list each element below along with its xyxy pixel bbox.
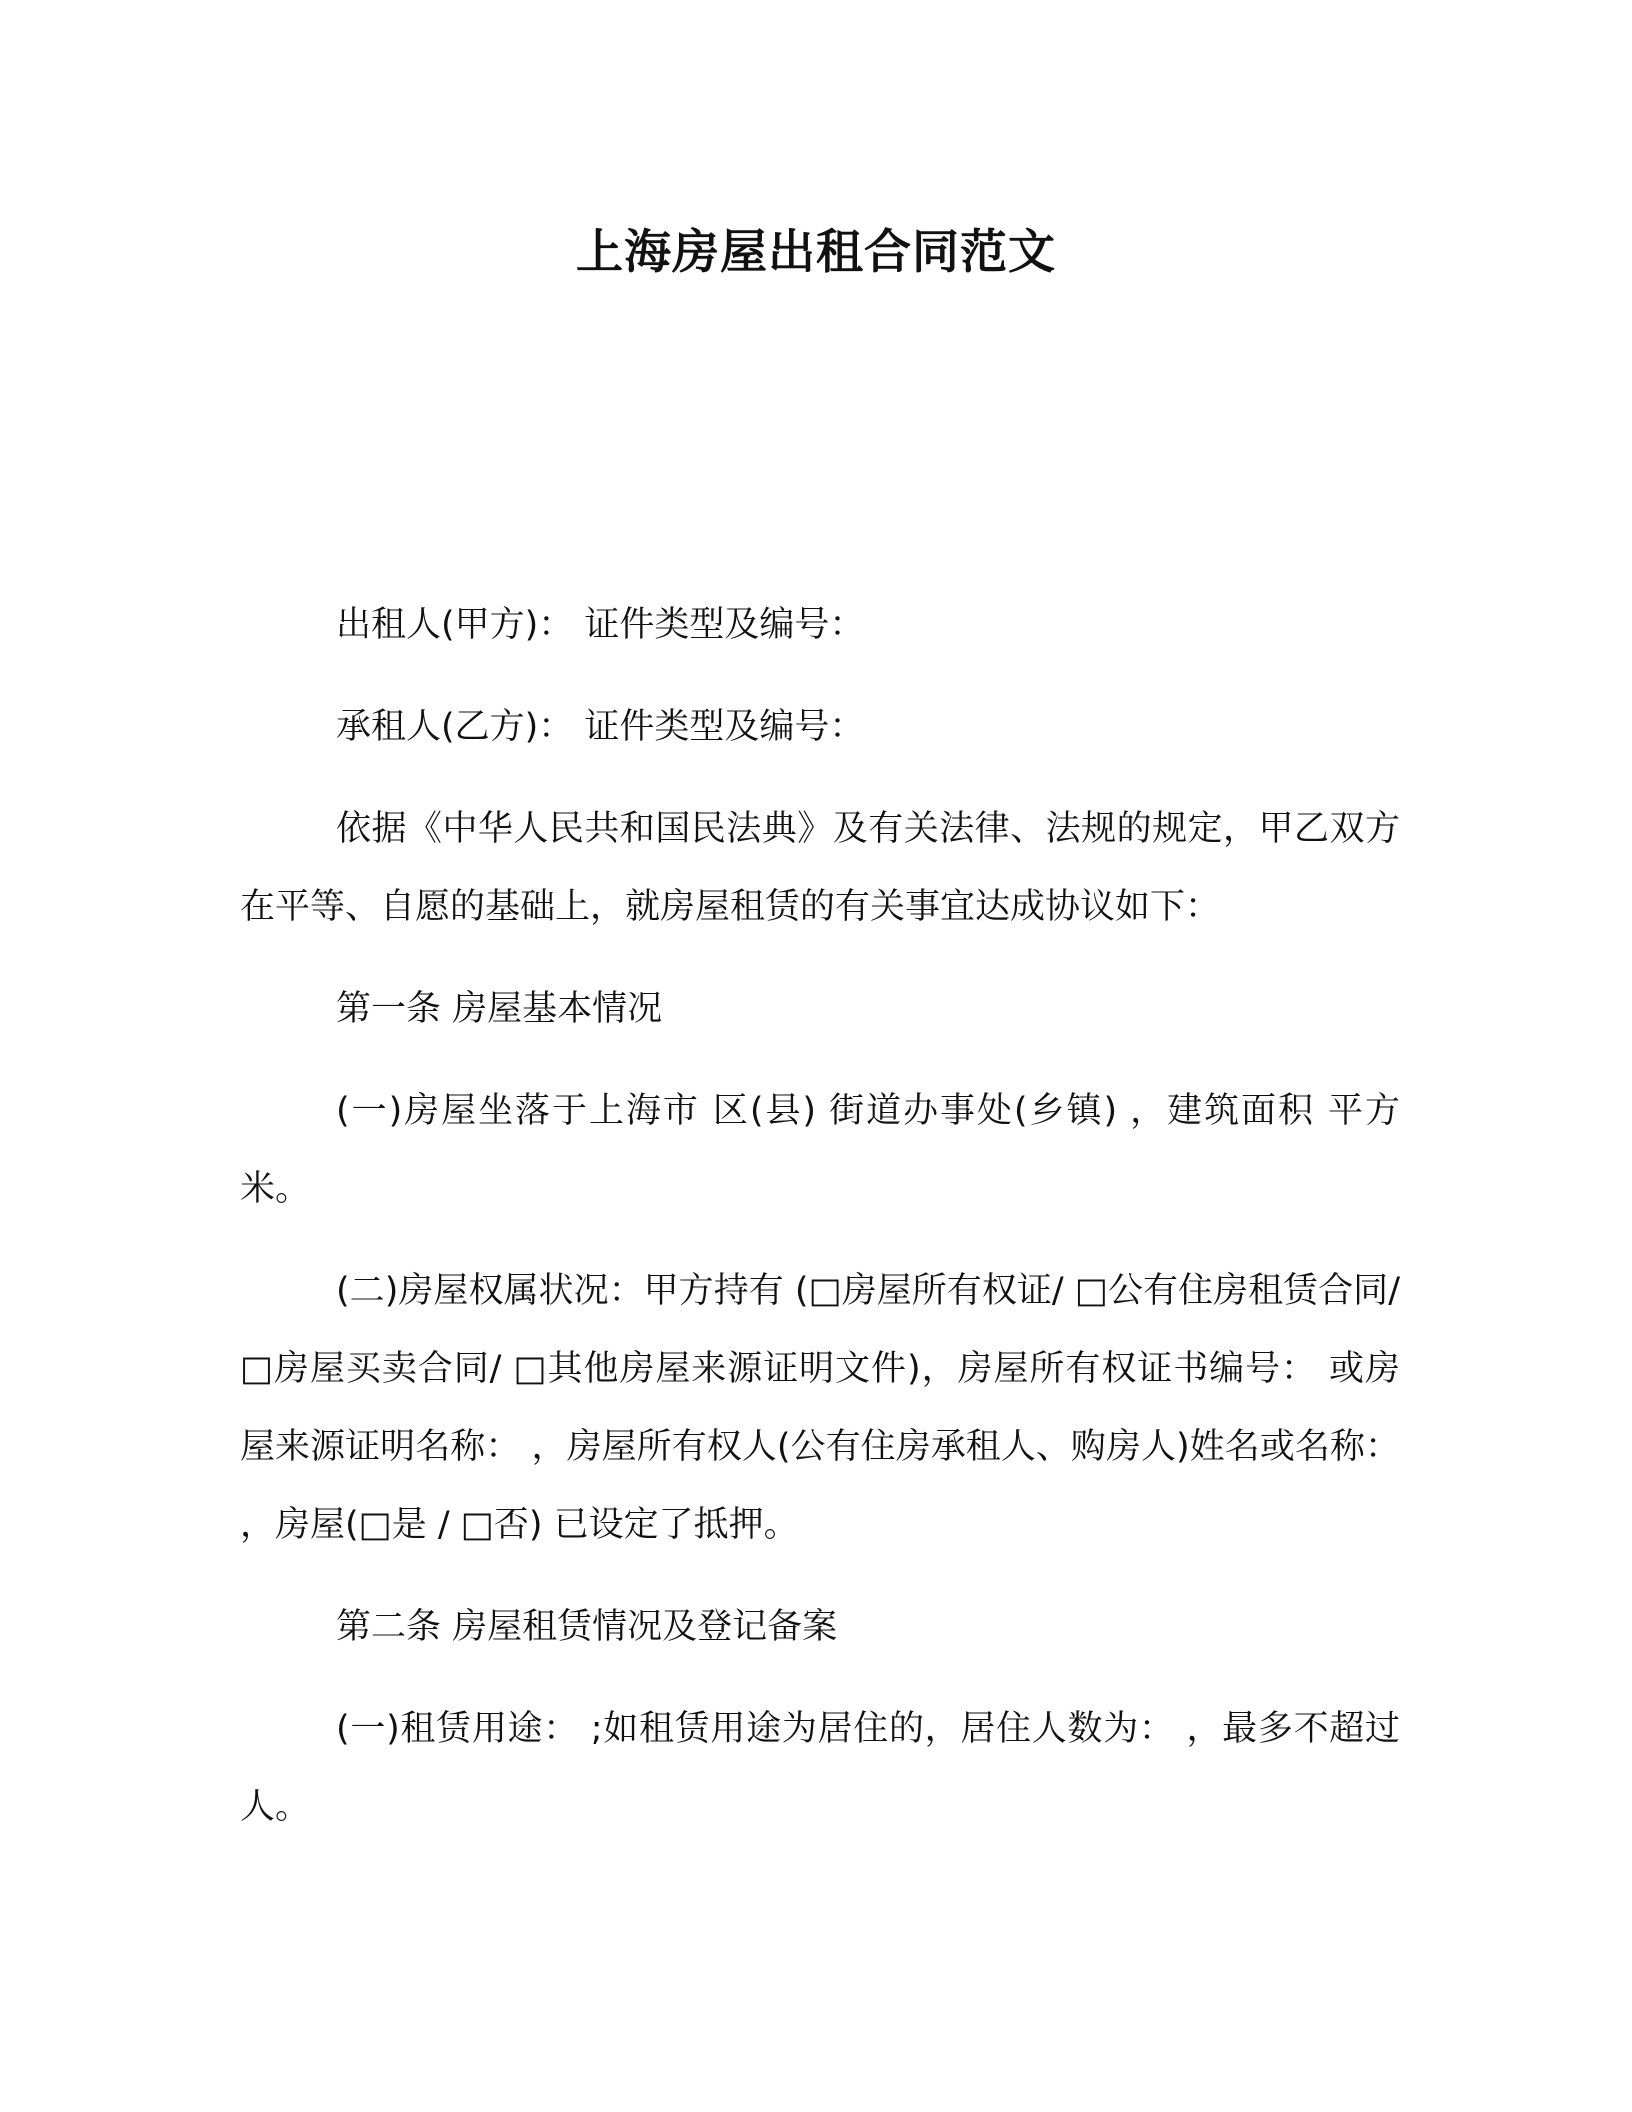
paragraph-basis: 依据《中华人民共和国民法典》及有关法律、法规的规定，甲乙双方在平等、自愿的基础上，就房屋租赁的有关事宜达成协议如下：: [240, 809, 1400, 927]
article-1-heading: 第一条 房屋基本情况: [336, 989, 663, 1029]
document-body: [240, 586, 1400, 1870]
article-1-item-2: (二)房屋权属状况：甲方持有 (□房屋所有权证/ □公有住房租赁合同/ □房屋买卖合同/ □其他房屋来源证明文件)，房屋所有权证书编号： 或房屋来源证明名称： ，房屋所有权人(公有住房承租人、购房人)姓名或名称： ，房屋(□是 / □否) 已设定了抵押。: [240, 1271, 1400, 1545]
paragraph-lessee: 承租人(乙方)： 证件类型及编号：: [336, 707, 865, 747]
article-2-heading: 第二条 房屋租赁情况及登记备案: [336, 1607, 838, 1647]
article-1-item-1: (一)房屋坐落于上海市 区(县) 街道办事处(乡镇) ，建筑面积 平方米。: [240, 1091, 1400, 1209]
document-title: 上海房屋出租合同范文: [576, 225, 1056, 280]
paragraph-lessor: 出租人(甲方)： 证件类型及编号：: [336, 605, 865, 645]
article-2-item-1: (一)租赁用途： ;如租赁用途为居住的，居住人数为： ，最多不超过 人。: [240, 1709, 1400, 1827]
